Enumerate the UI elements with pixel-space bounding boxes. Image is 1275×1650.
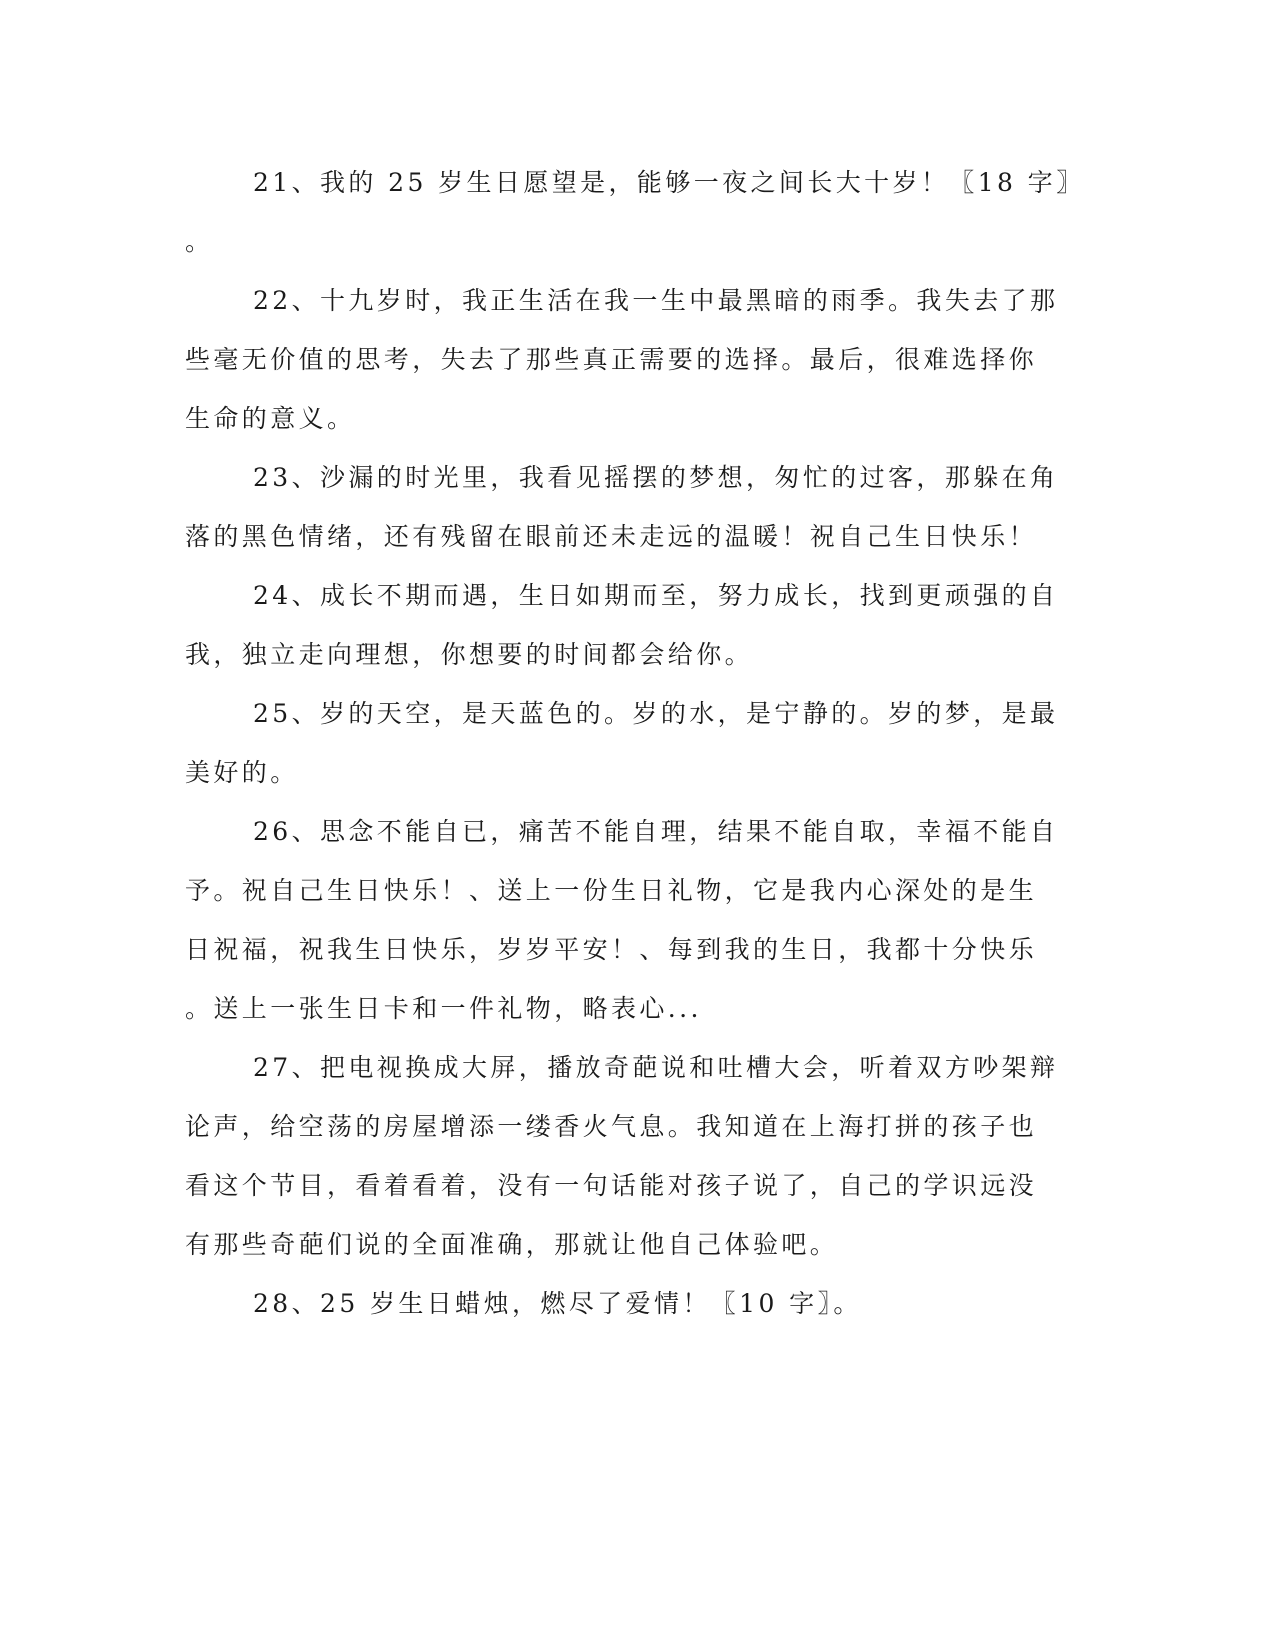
text-line: 26、思念不能自已，痛苦不能自理，结果不能自取，幸福不能自 xyxy=(253,817,1059,846)
text-line: 日祝福，祝我生日快乐，岁岁平安！、每到我的生日，我都十分快乐 xyxy=(185,935,1038,964)
text-line: 看这个节目，看着看着，没有一句话能对孩子说了，自己的学识远没 xyxy=(185,1171,1038,1200)
text-line: 22、十九岁时，我正生活在我一生中最黑暗的雨季。我失去了那 xyxy=(253,286,1059,315)
text-line: 23、沙漏的时光里，我看见摇摆的梦想，匆忙的过客，那躲在角 xyxy=(253,463,1059,492)
document-body xyxy=(185,153,1085,1333)
text-line: 落的黑色情绪，还有残留在眼前还未走远的温暖！祝自己生日快乐！ xyxy=(185,522,1038,551)
text-line: 28、25 岁生日蜡烛，燃尽了爱情！〖10 字〗。 xyxy=(253,1289,862,1318)
text-line: 24、成长不期而遇，生日如期而至，努力成长，找到更顽强的自 xyxy=(253,581,1059,610)
text-line: 25、岁的天空，是天蓝色的。岁的水，是宁静的。岁的梦，是最 xyxy=(253,699,1059,728)
text-line: 美好的。 xyxy=(185,758,299,787)
text-line: 21、我的 25 岁生日愿望是，能够一夜之间长大十岁！〖18 字〗 xyxy=(253,168,1085,197)
text-line: 予。祝自己生日快乐！、送上一份生日礼物，它是我内心深处的是生 xyxy=(185,876,1038,905)
text-line: 有那些奇葩们说的全面准确，那就让他自己体验吧。 xyxy=(185,1230,839,1259)
text-line: 论声，给空荡的房屋增添一缕香火气息。我知道在上海打拼的孩子也 xyxy=(185,1112,1038,1141)
text-line: 些毫无价值的思考，失去了那些真正需要的选择。最后，很难选择你 xyxy=(185,345,1038,374)
text-line: 我，独立走向理想，你想要的时间都会给你。 xyxy=(185,640,754,669)
text-line: 。 xyxy=(185,227,214,256)
text-line: 生命的意义。 xyxy=(185,404,356,433)
text-line: 27、把电视换成大屏，播放奇葩说和吐槽大会，听着双方吵架辩 xyxy=(253,1053,1059,1082)
text-line: 。送上一张生日卡和一件礼物，略表心... xyxy=(185,994,702,1023)
